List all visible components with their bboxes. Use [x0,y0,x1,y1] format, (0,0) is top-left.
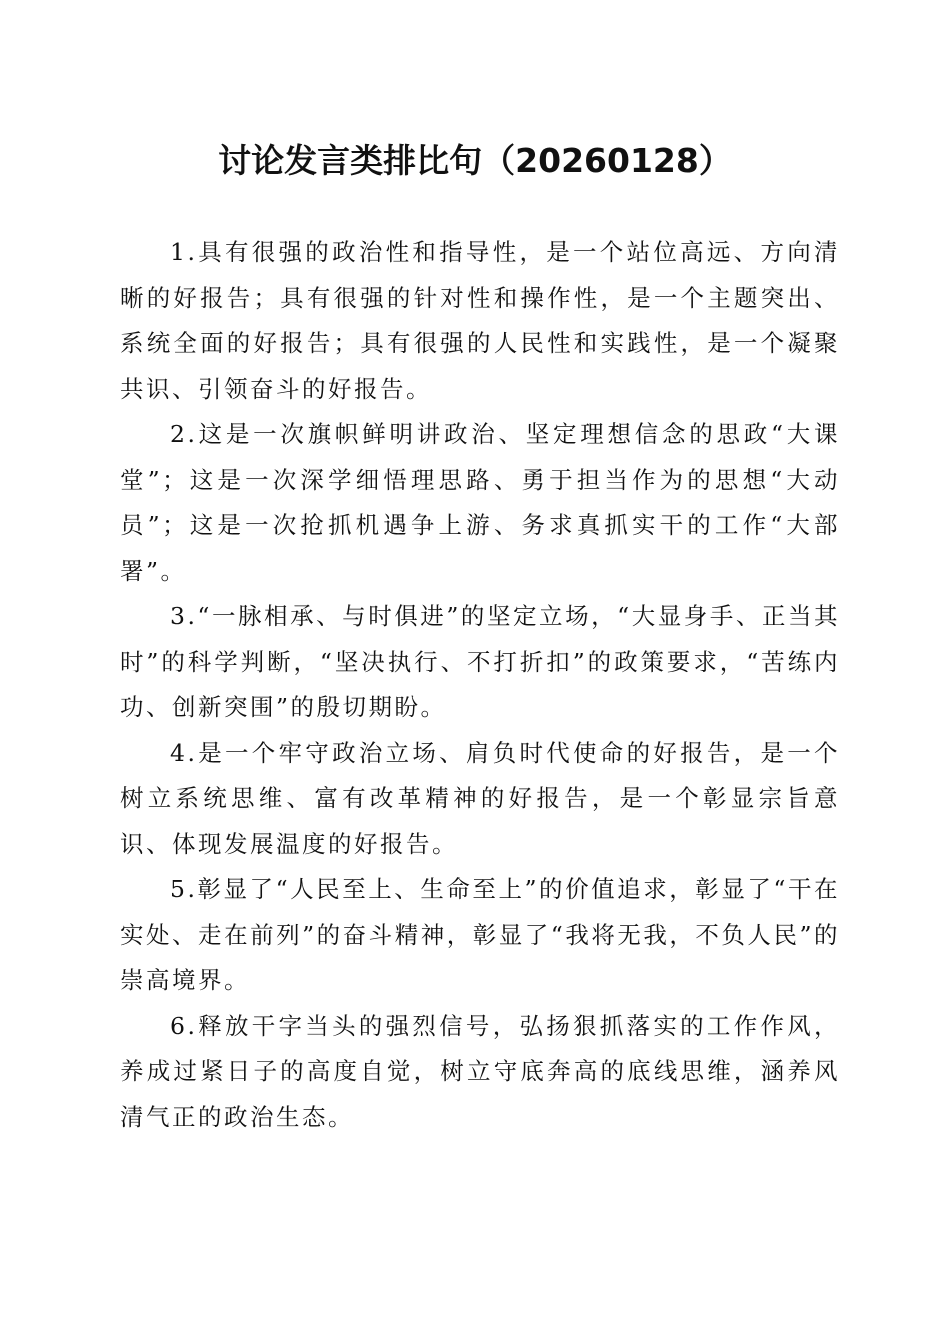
paragraph-1: 1.具有很强的政治性和指导性，是一个站位高远、方向清晰的好报告；具有很强的针对性和操作性，是一个主题突出、系统全面的好报告；具有很强的人民性和实践性，是一个凝聚共识、引领奋斗的好报告。 [120,238,840,403]
paragraph-6: 6.释放干字当头的强烈信号，弘扬狠抓落实的工作作风，养成过紧日子的高度自觉，树立守底奔高的底线思维，涵养风清气正的政治生态。 [120,1011,840,1131]
document-body [120,230,840,1140]
paragraph-3: 3.“一脉相承、与时俱进”的坚定立场，“大显身手、正当其时”的科学判断，“坚决执行、不打折扣”的政策要求，“苦练内功、创新突围”的殷切期盼。 [120,602,840,721]
document-title: 讨论发言类排比句（20260128） [218,141,732,180]
paragraph-2: 2.这是一次旗帜鲜明讲政治、坚定理想信念的思政“大课堂”；这是一次深学细悟理思路、勇于担当作为的思想“大动员”；这是一次抢抓机遇争上游、务求真抓实干的工作“大部署”。 [120,420,840,585]
paragraph-4: 4.是一个牢守政治立场、肩负时代使命的好报告，是一个树立系统思维、富有改革精神的好报告，是一个彰显宗旨意识、体现发展温度的好报告。 [120,738,840,858]
paragraph-5: 5.彰显了“人民至上、生命至上”的价值追求，彰显了“干在实处、走在前列”的奋斗精神，彰显了“我将无我，不负人民”的崇高境界。 [120,875,840,994]
